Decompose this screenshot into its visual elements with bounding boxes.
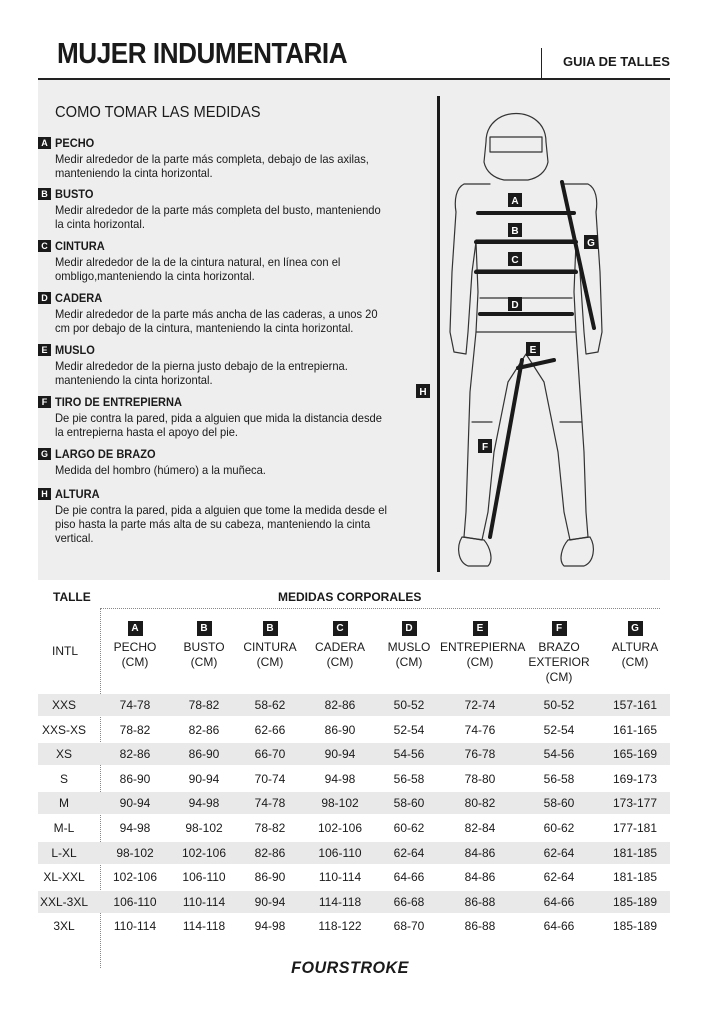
- measure-cell: 82-86: [254, 845, 286, 860]
- column-header: [440, 620, 526, 670]
- letter-badge: A: [128, 621, 143, 636]
- measure-label: CADERA: [55, 291, 103, 305]
- measure-cell: 106-110: [318, 845, 362, 860]
- measure-cell: 177-181: [612, 821, 658, 835]
- measure-cell: 165-169: [612, 747, 658, 762]
- measure-cell: 62-64: [393, 845, 425, 860]
- measure-cell: 62-66: [254, 722, 286, 737]
- visor-outline: [490, 137, 542, 152]
- measure-cell: 50-52: [543, 698, 575, 712]
- letter-badge: A: [38, 137, 51, 149]
- medidas-label: MEDIDAS CORPORALES: [278, 590, 422, 604]
- measure-cell: 78-82: [254, 821, 286, 835]
- size-cell: M-L: [53, 821, 75, 835]
- measure-cell: 56-58: [543, 771, 575, 786]
- jacket-detail: [476, 212, 576, 298]
- column-name: PECHO: [113, 640, 157, 654]
- measure-label: BUSTO: [55, 187, 94, 201]
- measure-cell: 94-98: [254, 919, 286, 934]
- column-header: [369, 620, 449, 670]
- column-name: ENTREPIERNA: [440, 640, 526, 654]
- body-figure: [419, 92, 628, 582]
- measure-description: De pie contra la pared, pida a alguien que mida la distancia desde la entrepierna hasta el apoyo del pie.: [55, 411, 382, 439]
- measure-item: [38, 447, 418, 477]
- measure-description: Medir alrededor de la pierna justo debajo de la entrepierna. manteniendo la cinta horizontal.: [55, 359, 348, 387]
- figure-label-a: A: [511, 196, 519, 207]
- measure-label: ALTURA: [55, 487, 100, 501]
- column-name: BRAZO: [538, 640, 580, 654]
- measure-cell: 102-106: [112, 870, 158, 885]
- column-unit: (CM): [256, 655, 284, 669]
- letter-badge: C: [333, 621, 348, 636]
- column-unit: (CM): [326, 655, 354, 669]
- measure-cell: 161-165: [612, 722, 658, 737]
- measure-cell: 185-189: [612, 919, 658, 934]
- measure-cell: 114-118: [318, 894, 362, 909]
- column-header: [519, 620, 599, 685]
- measure-cell: 90-94: [324, 747, 356, 762]
- measure-cell: 56-58: [393, 771, 425, 786]
- measure-cell: 118-122: [318, 919, 362, 934]
- measure-item: [38, 136, 418, 180]
- measure-cell: 86-88: [464, 894, 496, 909]
- page-subtitle: GUIA DE TALLES: [563, 54, 670, 69]
- figure-label-c: C: [511, 255, 519, 266]
- size-cell: M: [59, 796, 69, 811]
- letter-badge: F: [38, 396, 51, 408]
- letter-badge: C: [38, 240, 51, 252]
- right-boot: [561, 537, 593, 566]
- measure-cell: 84-86: [464, 845, 496, 860]
- measure-item: [38, 239, 418, 283]
- measure-item: [38, 343, 418, 387]
- measure-cell: 173-177: [612, 796, 658, 811]
- measure-cell: 58-60: [543, 796, 575, 811]
- measure-cell: 181-185: [612, 845, 658, 860]
- column-name: ALTURA: [611, 640, 659, 654]
- measure-cell: 74-78: [119, 698, 151, 712]
- size-cell: S: [59, 771, 68, 786]
- column-unit: (CM): [545, 670, 573, 684]
- column-unit: EXTERIOR: [528, 655, 590, 669]
- measure-cell: 94-98: [188, 796, 220, 811]
- helmet-outline: [484, 114, 548, 181]
- measure-cell: 90-94: [119, 796, 151, 811]
- table-row: [38, 719, 670, 741]
- column-header: [95, 620, 175, 670]
- measure-cell: 106-110: [113, 894, 157, 909]
- measure-cell: 106-110: [182, 870, 226, 885]
- measure-cell: 110-114: [182, 894, 226, 909]
- measure-cell: 66-68: [393, 894, 425, 909]
- measure-cell: 64-66: [393, 870, 425, 885]
- measure-cell: 110-114: [318, 870, 362, 885]
- header-divider: [100, 608, 660, 609]
- measure-cell: 82-84: [464, 821, 496, 835]
- column-header: [300, 620, 380, 670]
- letter-badge: F: [552, 621, 567, 636]
- table-row: [38, 694, 670, 716]
- size-cell: XL-XXL: [43, 870, 85, 885]
- measure-cell: 82-86: [119, 747, 151, 762]
- measure-cell: 76-78: [464, 747, 496, 762]
- letter-badge: E: [38, 344, 51, 356]
- size-cell: XS: [55, 747, 72, 762]
- column-unit: (CM): [621, 655, 649, 669]
- table-row: [38, 915, 670, 937]
- measure-cell: 102-106: [181, 845, 227, 860]
- column-unit: (CM): [121, 655, 149, 669]
- table-row: [38, 891, 670, 913]
- measure-cell: 82-86: [188, 722, 220, 737]
- measure-cell: 60-62: [393, 821, 425, 835]
- measure-description: De pie contra la pared, pida a alguien que tome la medida desde el piso hasta la parte más alta de su cabeza, manteniendo la cinta vertical.: [55, 503, 387, 545]
- measure-cell: 98-102: [185, 821, 223, 835]
- measure-cell: 86-88: [464, 919, 496, 934]
- measure-item: [38, 487, 418, 545]
- measure-cell: 78-82: [119, 722, 151, 737]
- letter-badge: E: [473, 621, 488, 636]
- measure-description: Medir alrededor de la parte más ancha de las caderas, a unos 20 cm por debajo de la cintura, manteniendo la cinta horizontal.: [55, 307, 378, 335]
- measure-cell: 110-114: [113, 919, 157, 934]
- measure-cell: 98-102: [116, 845, 154, 860]
- measure-label: TIRO DE ENTREPIERNA: [55, 395, 182, 409]
- measure-cell: 86-90: [324, 722, 356, 737]
- measure-cell: 58-62: [254, 698, 286, 712]
- table-row: [38, 866, 670, 888]
- letter-badge: H: [38, 488, 51, 500]
- measure-cell: 185-189: [612, 894, 658, 909]
- measure-cell: 90-94: [254, 894, 286, 909]
- figure-label-f: F: [481, 442, 489, 453]
- size-cell: L-XL: [51, 845, 77, 860]
- measure-cell: 58-60: [393, 796, 425, 811]
- letter-badge: B: [263, 621, 278, 636]
- measure-cell: 157-161: [612, 698, 658, 712]
- column-unit: (CM): [466, 655, 494, 669]
- letter-badge: G: [38, 448, 51, 460]
- measure-label: MUSLO: [55, 343, 95, 357]
- intl-label: INTL: [52, 644, 79, 658]
- measure-cell: 80-82: [464, 796, 496, 811]
- measure-cell: 102-106: [317, 821, 363, 835]
- measure-cell: 78-80: [464, 771, 496, 786]
- letter-badge: D: [402, 621, 417, 636]
- measure-description: Medir alrededor de la parte más completa del busto, manteniendo la cinta horizontal.: [55, 203, 381, 231]
- measure-label: LARGO DE BRAZO: [55, 447, 156, 461]
- measure-cell: 62-64: [543, 845, 575, 860]
- column-header: [595, 620, 675, 670]
- size-cell: XXL-3XL: [39, 894, 89, 909]
- table-row: [38, 817, 670, 839]
- measure-cell: 68-70: [393, 919, 425, 934]
- figure-label-g: G: [587, 238, 595, 249]
- measure-cell: 98-102: [321, 796, 359, 811]
- column-unit: (CM): [190, 655, 218, 669]
- measure-description: Medir alrededor de la de la cintura natural, en línea con el ombligo,manteniendo la cinta horizontal.: [55, 255, 341, 283]
- table-row: [38, 792, 670, 814]
- measure-cell: 86-90: [188, 747, 220, 762]
- measure-cell: 181-185: [612, 870, 658, 885]
- size-cell: 3XL: [53, 919, 75, 934]
- table-row: [38, 743, 670, 765]
- figure-label-b: B: [511, 226, 519, 237]
- measure-cell: 54-56: [393, 747, 425, 762]
- measure-description: Medir alrededor de la parte más completa, debajo de las axilas, manteniendo la cinta horizontal.: [55, 152, 369, 180]
- letter-badge: B: [38, 188, 51, 200]
- measure-cell: 94-98: [119, 821, 151, 835]
- measure-cell: 86-90: [119, 771, 151, 786]
- measure-cell: 52-54: [543, 722, 575, 737]
- measure-label: PECHO: [55, 136, 95, 150]
- page-title: MUJER INDUMENTARIA: [57, 38, 348, 70]
- measure-item: [38, 291, 418, 335]
- measure-cell: 72-74: [464, 698, 496, 712]
- measure-item: [38, 187, 418, 231]
- measure-cell: 54-56: [543, 747, 575, 762]
- measure-cell: 62-64: [543, 870, 575, 885]
- left-boot: [459, 537, 491, 566]
- size-cell: XXS: [51, 698, 76, 712]
- brand-logo: FOURSTROKE: [291, 958, 409, 977]
- measure-cell: 64-66: [543, 894, 575, 909]
- arm-measure-line: [562, 182, 594, 328]
- measure-cell: 169-173: [612, 771, 658, 786]
- measure-cell: 114-118: [182, 919, 226, 934]
- figure-label-e: E: [529, 345, 537, 356]
- talle-label: TALLE: [53, 590, 91, 604]
- column-unit: (CM): [395, 655, 423, 669]
- measure-cell: 78-82: [188, 698, 220, 712]
- letter-badge: B: [197, 621, 212, 636]
- measure-cell: 66-70: [254, 747, 286, 762]
- measure-cell: 60-62: [543, 821, 575, 835]
- column-name: CINTURA: [243, 640, 297, 654]
- table-row: [38, 768, 670, 790]
- letter-badge: G: [628, 621, 643, 636]
- column-name: MUSLO: [387, 640, 431, 654]
- measure-cell: 52-54: [393, 722, 425, 737]
- column-header: [230, 620, 310, 670]
- measure-label: CINTURA: [55, 239, 105, 253]
- size-cell: XXS-XS: [41, 722, 86, 737]
- legs-outline: [464, 332, 588, 540]
- measure-item: [38, 395, 418, 439]
- measure-cell: 74-76: [464, 722, 496, 737]
- letter-badge: D: [38, 292, 51, 304]
- howto-title: COMO TOMAR LAS MEDIDAS: [55, 104, 261, 121]
- measure-cell: 64-66: [543, 919, 575, 934]
- figure-label-d: D: [511, 300, 519, 311]
- title-tick: [541, 48, 542, 78]
- column-name: BUSTO: [183, 640, 225, 654]
- measure-cell: 90-94: [188, 771, 220, 786]
- measure-cell: 50-52: [393, 698, 425, 712]
- measure-cell: 70-74: [254, 771, 286, 786]
- measure-cell: 94-98: [324, 771, 356, 786]
- measure-cell: 84-86: [464, 870, 496, 885]
- measure-cell: 74-78: [254, 796, 286, 811]
- table-row: [38, 842, 670, 864]
- measure-cell: 86-90: [254, 870, 286, 885]
- figure-label-h: H: [419, 387, 427, 398]
- measure-cell: 82-86: [324, 698, 356, 712]
- measure-description: Medida del hombro (húmero) a la muñeca.: [55, 463, 266, 477]
- column-name: CADERA: [314, 640, 365, 654]
